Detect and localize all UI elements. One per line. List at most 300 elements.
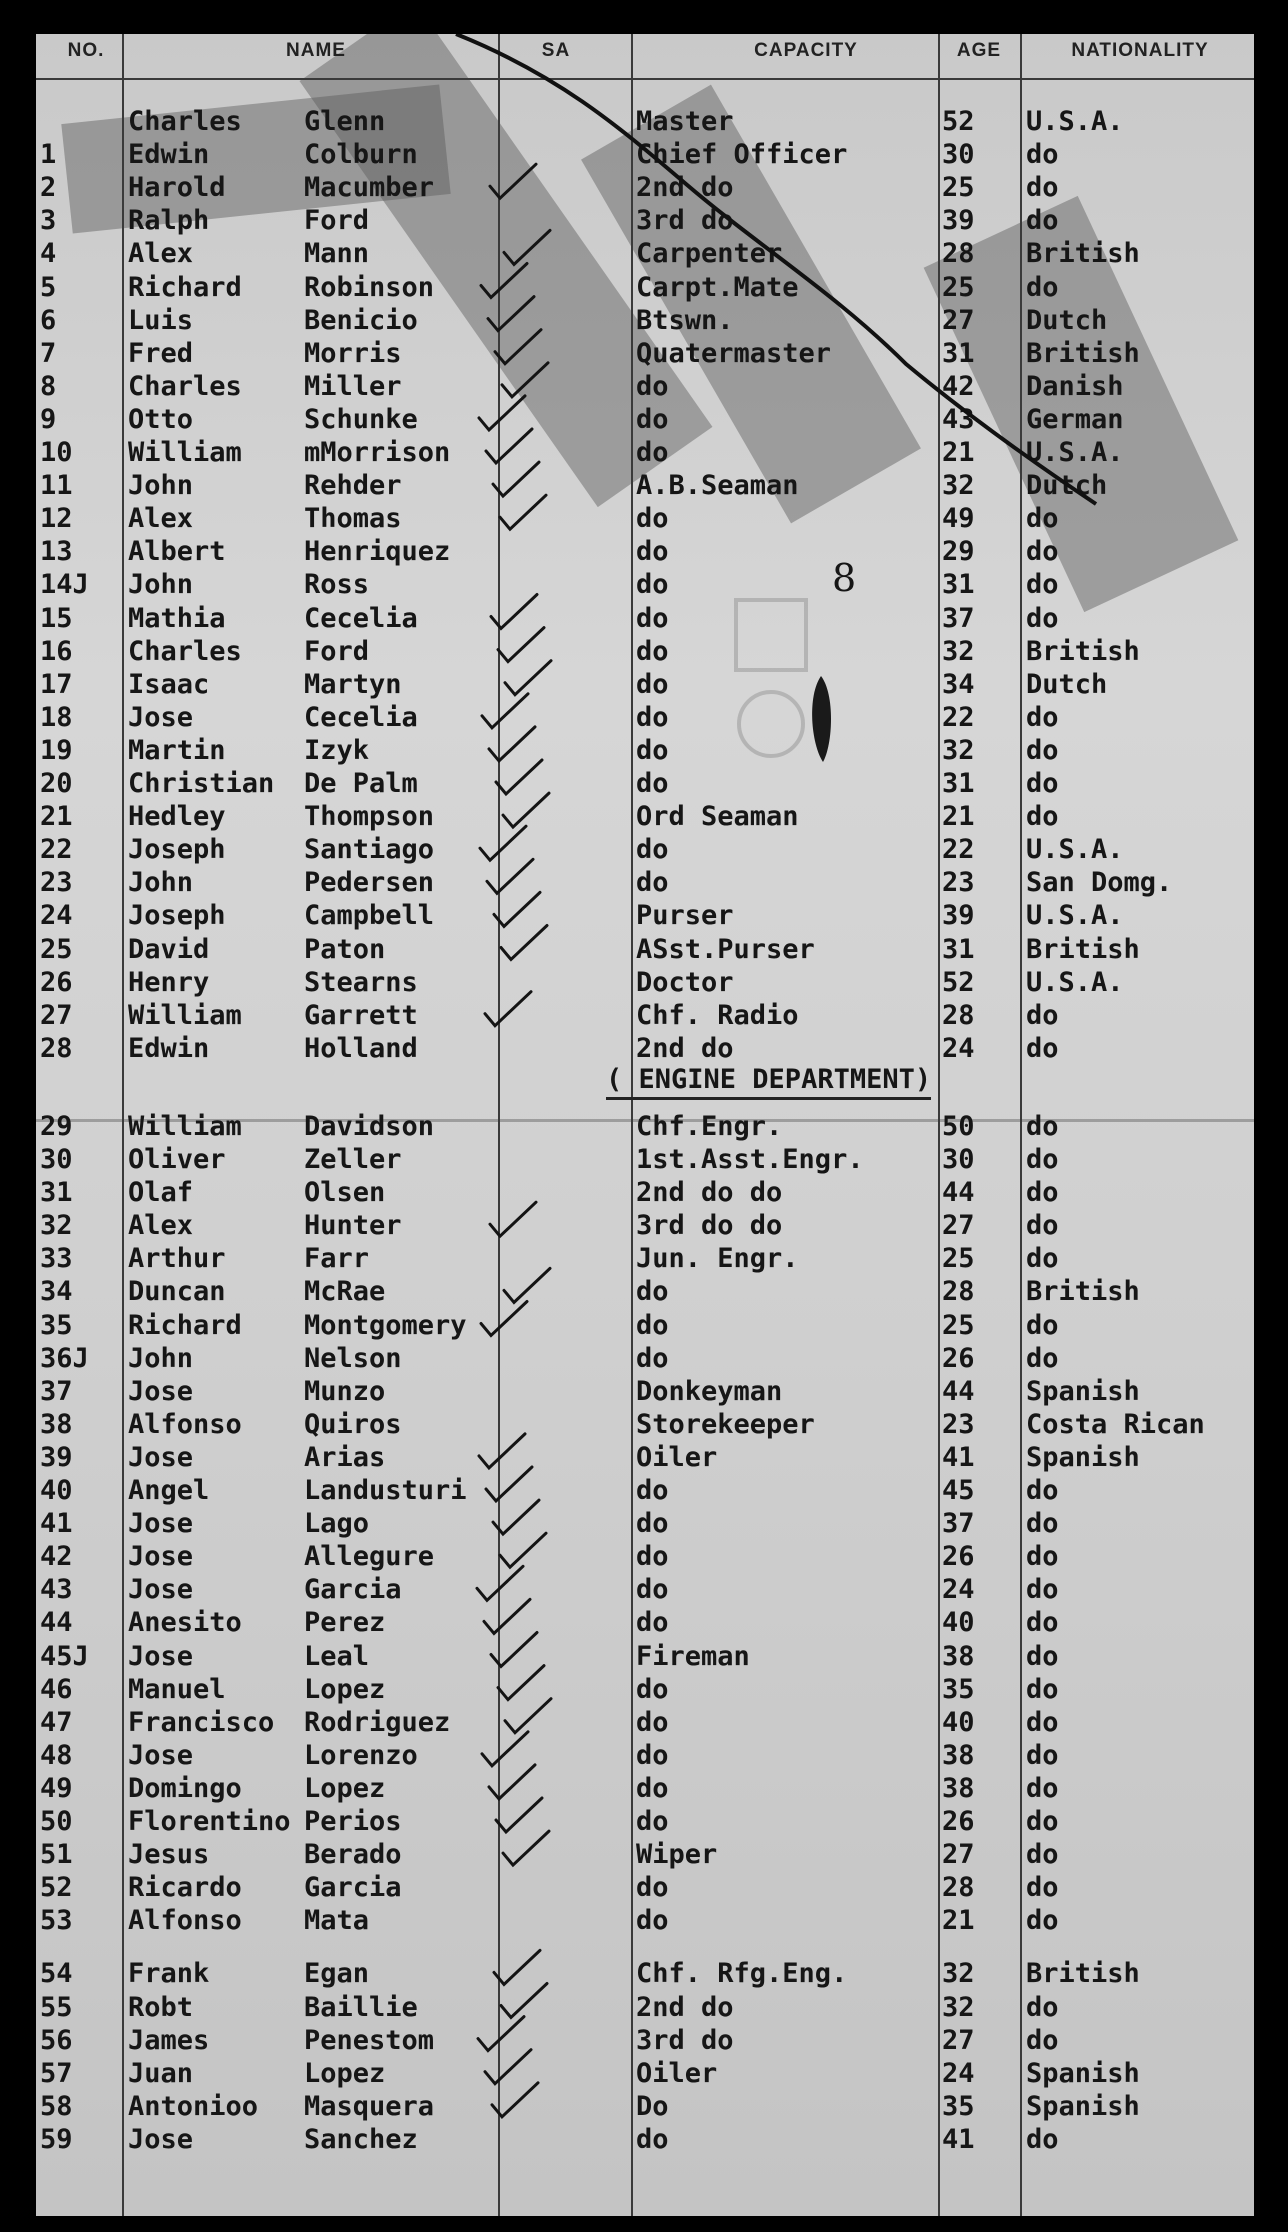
- cell-capacity: do: [636, 834, 669, 866]
- cell-first: William: [128, 1110, 242, 1142]
- cell-nationality: British: [1026, 238, 1140, 270]
- cell-first: James: [128, 2024, 210, 2056]
- check-mark: [485, 992, 531, 1026]
- cell-no: 35: [40, 1309, 73, 1341]
- cell-capacity: do: [636, 1342, 669, 1374]
- cell-capacity: A.B.Seaman: [636, 470, 799, 502]
- cell-last: Glenn: [304, 106, 386, 137]
- cell-last: Santiago: [304, 834, 435, 866]
- cell-nationality: do: [1026, 1309, 1059, 1341]
- cell-first: Manuel: [128, 1673, 226, 1705]
- cell-age: 26: [942, 1541, 975, 1573]
- check-mark: [491, 595, 537, 629]
- cell-last: Perios: [304, 1806, 402, 1837]
- cell-last: Miller: [304, 370, 402, 402]
- cell-capacity: 3rd do: [636, 2024, 734, 2056]
- cell-first: Francisco: [128, 1706, 275, 1738]
- cell-capacity: do: [636, 1508, 669, 1540]
- cell-last: Montgomery: [304, 1309, 467, 1341]
- cell-nationality: do: [1026, 1607, 1059, 1639]
- check-mark: [503, 793, 549, 827]
- cell-last: Davidson: [304, 1110, 435, 1142]
- cell-nationality: do: [1026, 139, 1059, 171]
- cell-no: 54: [40, 1958, 73, 1990]
- cell-first: Richard: [128, 1309, 242, 1341]
- cell-nationality: do: [1026, 1872, 1059, 1904]
- cell-age: 39: [942, 205, 975, 237]
- cell-last: Cecelia: [304, 701, 418, 733]
- cell-age: 41: [942, 2123, 975, 2155]
- cell-no: 58: [40, 2090, 73, 2122]
- cell-age: 34: [942, 668, 975, 700]
- cell-first: Alex: [128, 238, 194, 270]
- cell-first: Hedley: [128, 801, 226, 833]
- check-mark: [500, 1533, 546, 1567]
- check-marks-layer: [36, 34, 1254, 2216]
- cell-capacity: do: [636, 602, 669, 634]
- cell-capacity: Carpenter: [636, 238, 783, 270]
- cell-first: Joseph: [128, 834, 226, 866]
- cell-last: McRae: [304, 1276, 386, 1308]
- cell-no: 37: [40, 1375, 73, 1407]
- cell-capacity: Carpt.Mate: [636, 271, 799, 303]
- cell-nationality: do: [1026, 1905, 1059, 1937]
- cell-no: 34: [40, 1276, 73, 1308]
- cell-nationality: do: [1026, 1177, 1059, 1209]
- cell-no: 30: [40, 1144, 73, 1175]
- cell-nationality: British: [1026, 337, 1140, 369]
- cell-capacity: 2nd do: [636, 1991, 734, 2023]
- header-sa: SA: [541, 40, 571, 61]
- cell-last: Mata: [304, 1905, 370, 1937]
- cell-age: 32: [942, 470, 975, 502]
- cell-capacity: 3rd do: [636, 205, 734, 237]
- cell-first: Otto: [128, 403, 194, 435]
- cell-last: Ross: [304, 569, 370, 601]
- cell-last: Cecelia: [304, 602, 418, 634]
- cell-last: Rehder: [304, 470, 402, 502]
- cell-first: John: [128, 1342, 194, 1374]
- cell-no: 40: [40, 1475, 73, 1506]
- cell-age: 26: [942, 1342, 975, 1374]
- cell-nationality: British: [1026, 933, 1140, 965]
- cell-last: Penestom: [304, 2024, 435, 2056]
- cell-no: 12: [40, 503, 73, 535]
- cell-last: Martyn: [304, 668, 402, 700]
- cell-age: 38: [942, 1739, 975, 1771]
- cell-no: 15: [40, 602, 73, 634]
- cell-first: John: [128, 569, 194, 601]
- cell-first: Edwin: [128, 1032, 210, 1064]
- cell-no: 45J: [40, 1640, 89, 1672]
- cell-capacity: Doctor: [636, 966, 734, 998]
- cell-first: Angel: [128, 1475, 210, 1506]
- cell-nationality: do: [1026, 172, 1059, 204]
- cell-age: 22: [942, 701, 975, 733]
- cell-no: 24: [40, 900, 73, 932]
- cell-no: 53: [40, 1905, 73, 1937]
- cell-capacity: do: [636, 701, 669, 733]
- cell-capacity: do: [636, 1673, 669, 1705]
- cell-age: 25: [942, 1243, 975, 1275]
- cell-no: 19: [40, 734, 73, 766]
- cell-no: 48: [40, 1739, 73, 1771]
- cell-first: David: [128, 933, 210, 965]
- cell-last: Garcia: [304, 1872, 402, 1904]
- cell-age: 24: [942, 1032, 975, 1064]
- cell-last: Landusturi: [304, 1475, 467, 1506]
- cell-no: 7: [40, 337, 57, 369]
- cell-nationality: Spanish: [1026, 2090, 1140, 2122]
- check-mark: [505, 661, 551, 695]
- cell-last: Masquera: [304, 2090, 435, 2122]
- cell-last: Lopez: [304, 1673, 386, 1705]
- check-mark: [491, 1633, 537, 1667]
- check-mark: [492, 2083, 538, 2117]
- cell-nationality: do: [1026, 1673, 1059, 1705]
- cell-nationality: do: [1026, 768, 1059, 799]
- cell-last: De Palm: [304, 768, 418, 799]
- cell-first: Joseph: [128, 900, 226, 932]
- cell-nationality: do: [1026, 1772, 1059, 1804]
- cell-last: Zeller: [304, 1144, 402, 1175]
- cell-first: Robt: [128, 1991, 194, 2023]
- cell-last: Baillie: [304, 1991, 418, 2023]
- cell-capacity: Fireman: [636, 1640, 750, 1672]
- cell-capacity: do: [636, 403, 669, 435]
- cell-nationality: do: [1026, 701, 1059, 733]
- cell-nationality: do: [1026, 602, 1059, 634]
- cell-last: Thomas: [304, 503, 402, 535]
- cell-age: 50: [942, 1110, 975, 1142]
- cell-age: 32: [942, 734, 975, 766]
- cell-last: Sanchez: [304, 2123, 418, 2155]
- cell-capacity: Chf. Rfg.Eng.: [636, 1958, 848, 1990]
- cell-nationality: do: [1026, 1144, 1059, 1175]
- cell-capacity: Oiler: [636, 1441, 718, 1473]
- cell-no: 56: [40, 2024, 73, 2056]
- cell-age: 43: [942, 403, 975, 435]
- cell-nationality: do: [1026, 1475, 1059, 1506]
- cell-capacity: do: [636, 734, 669, 766]
- cell-capacity: 2nd do: [636, 172, 734, 204]
- cell-capacity: Chief Officer: [636, 139, 848, 171]
- cell-no: 13: [40, 536, 73, 568]
- cell-capacity: Ord Seaman: [636, 801, 799, 833]
- cell-age: 32: [942, 635, 975, 667]
- cell-capacity: Oiler: [636, 2057, 718, 2089]
- cell-age: 35: [942, 2090, 975, 2122]
- cell-last: Morris: [304, 337, 402, 369]
- cell-nationality: do: [1026, 1210, 1059, 1242]
- handwritten-number: 8: [832, 556, 857, 600]
- cell-last: Ford: [304, 205, 370, 237]
- cell-last: Munzo: [304, 1375, 386, 1407]
- cell-nationality: Spanish: [1026, 1375, 1140, 1407]
- cell-first: Jose: [128, 1574, 194, 1606]
- check-mark: [500, 495, 546, 529]
- cell-no: 32: [40, 1210, 73, 1242]
- check-mark: [482, 694, 528, 728]
- cell-age: 32: [942, 1958, 975, 1990]
- cell-no: 25: [40, 933, 73, 965]
- cell-capacity: do: [636, 1276, 669, 1308]
- cell-age: 24: [942, 1574, 975, 1606]
- cell-capacity: ASst.Purser: [636, 933, 815, 965]
- header-age: AGE: [956, 40, 1002, 61]
- cell-last: Perez: [304, 1607, 386, 1639]
- cell-first: Isaac: [128, 668, 210, 700]
- cell-nationality: U.S.A.: [1026, 437, 1124, 468]
- cell-no: 2: [40, 172, 57, 204]
- cell-nationality: do: [1026, 1839, 1059, 1871]
- check-mark: [494, 1950, 540, 1984]
- check-mark: [498, 1666, 544, 1700]
- cell-nationality: Danish: [1026, 370, 1124, 402]
- cell-first: Mathia: [128, 602, 226, 634]
- cell-first: Jose: [128, 701, 194, 733]
- cell-age: 31: [942, 337, 975, 369]
- cell-first: Harold: [128, 172, 226, 204]
- cell-last: Benicio: [304, 304, 418, 336]
- cell-nationality: do: [1026, 1806, 1059, 1837]
- cell-no: 10: [40, 437, 73, 468]
- cell-no: 50: [40, 1806, 73, 1837]
- cell-capacity: do: [636, 635, 669, 667]
- check-mark: [490, 1202, 536, 1236]
- cell-last: Berado: [304, 1839, 402, 1871]
- cell-first: Olaf: [128, 1177, 194, 1209]
- cell-first: Jose: [128, 1441, 194, 1473]
- cell-capacity: do: [636, 1772, 669, 1804]
- cell-no: 46: [40, 1673, 73, 1705]
- check-mark: [503, 1831, 549, 1865]
- cell-no: 8: [40, 370, 57, 402]
- cell-capacity: Quatermaster: [636, 337, 832, 369]
- cell-age: 23: [942, 1408, 975, 1440]
- cell-capacity: 3rd do do: [636, 1210, 783, 1242]
- cell-first: William: [128, 437, 242, 468]
- cell-age: 21: [942, 437, 975, 468]
- cell-first: Antonioo: [128, 2090, 259, 2122]
- cell-first: Richard: [128, 271, 242, 303]
- cell-nationality: do: [1026, 536, 1059, 568]
- cell-nationality: British: [1026, 635, 1140, 667]
- cell-no: 31: [40, 1177, 73, 1209]
- cell-no: 21: [40, 801, 73, 833]
- cell-age: 25: [942, 271, 975, 303]
- cell-nationality: British: [1026, 1958, 1140, 1990]
- cell-first: Anesito: [128, 1607, 242, 1639]
- cell-first: Jose: [128, 1508, 194, 1540]
- check-mark: [501, 1984, 547, 2018]
- cell-no: 18: [40, 701, 73, 733]
- cell-last: Pedersen: [304, 867, 435, 899]
- cell-nationality: do: [1026, 734, 1059, 766]
- cell-no: 28: [40, 1032, 73, 1064]
- cell-nationality: do: [1026, 1243, 1059, 1275]
- cell-no: 22: [40, 834, 73, 866]
- cell-no: 33: [40, 1243, 73, 1275]
- cell-capacity: do: [636, 1309, 669, 1341]
- cell-capacity: do: [636, 1739, 669, 1771]
- cell-last: Farr: [304, 1243, 370, 1275]
- cell-capacity: do: [636, 503, 669, 535]
- cell-age: 24: [942, 2057, 975, 2089]
- cell-age: 44: [942, 1177, 975, 1209]
- check-mark: [496, 760, 542, 794]
- cell-age: 38: [942, 1640, 975, 1672]
- check-mark: [489, 727, 535, 761]
- cell-first: Frank: [128, 1958, 210, 1990]
- cell-nationality: Dutch: [1026, 470, 1108, 502]
- cell-capacity: Wiper: [636, 1839, 718, 1871]
- cell-age: 28: [942, 1872, 975, 1904]
- cell-no: 41: [40, 1508, 73, 1540]
- check-mark: [481, 1302, 527, 1336]
- cell-capacity: 2nd do: [636, 1032, 734, 1064]
- cell-nationality: do: [1026, 1640, 1059, 1672]
- cell-first: Charles: [128, 370, 242, 402]
- cell-first: Jose: [128, 1739, 194, 1771]
- cell-age: 37: [942, 1508, 975, 1540]
- cell-age: 28: [942, 1276, 975, 1308]
- cell-capacity: Jun. Engr.: [636, 1243, 799, 1275]
- cell-no: 23: [40, 867, 73, 899]
- cell-first: Fred: [128, 337, 194, 369]
- cell-age: 25: [942, 1309, 975, 1341]
- cell-age: 29: [942, 536, 975, 568]
- cell-first: Christian: [128, 768, 275, 799]
- cell-nationality: do: [1026, 1574, 1059, 1606]
- cell-last: Izyk: [304, 734, 370, 766]
- cell-no: 57: [40, 2057, 73, 2089]
- cell-nationality: San Domg.: [1026, 867, 1173, 899]
- cell-first: William: [128, 999, 242, 1031]
- cell-nationality: German: [1026, 403, 1124, 435]
- cell-first: Edwin: [128, 139, 210, 171]
- check-mark: [490, 164, 536, 198]
- cell-last: Paton: [304, 933, 386, 965]
- cell-no: 26: [40, 966, 73, 998]
- check-mark: [477, 1566, 523, 1600]
- check-mark: [481, 264, 527, 298]
- cell-age: 39: [942, 900, 975, 932]
- cell-nationality: British: [1026, 1276, 1140, 1308]
- cell-capacity: Purser: [636, 900, 734, 932]
- check-mark: [498, 628, 544, 662]
- cell-first: Alex: [128, 1210, 194, 1242]
- cell-no: 55: [40, 1991, 73, 2023]
- cell-no: 4: [40, 238, 57, 270]
- cell-first: Arthur: [128, 1243, 226, 1275]
- cell-capacity: do: [636, 1574, 669, 1606]
- cell-no: 20: [40, 768, 73, 799]
- cell-no: 5: [40, 271, 57, 303]
- cell-age: 40: [942, 1706, 975, 1738]
- cell-last: Allegure: [304, 1541, 435, 1573]
- cell-age: 27: [942, 304, 975, 336]
- check-mark: [478, 2017, 524, 2051]
- cell-capacity: Btswn.: [636, 304, 734, 336]
- cell-age: 31: [942, 933, 975, 965]
- cell-no: 51: [40, 1839, 73, 1871]
- cell-first: Alfonso: [128, 1408, 242, 1440]
- cell-no: 9: [40, 403, 57, 435]
- check-mark: [501, 926, 547, 960]
- cell-nationality: do: [1026, 1032, 1059, 1064]
- cell-last: Colburn: [304, 139, 418, 171]
- check-mark: [479, 1434, 525, 1468]
- cell-nationality: do: [1026, 1342, 1059, 1374]
- cell-capacity: do: [636, 1872, 669, 1904]
- cell-first: Juan: [128, 2057, 194, 2089]
- cell-age: 30: [942, 139, 975, 171]
- cell-last: Ford: [304, 635, 370, 667]
- cell-first: Jose: [128, 1375, 194, 1407]
- crew-list-sheet: [36, 34, 1254, 2216]
- check-mark: [485, 2050, 531, 2084]
- cell-no: 14J: [40, 569, 89, 601]
- cell-first: John: [128, 867, 194, 899]
- cell-age: 42: [942, 370, 975, 402]
- cell-no: 42: [40, 1541, 73, 1573]
- cell-age: 31: [942, 569, 975, 601]
- check-mark: [494, 892, 540, 926]
- cell-age: 52: [942, 106, 975, 137]
- check-mark: [482, 1732, 528, 1766]
- cell-last: Schunke: [304, 403, 418, 435]
- cell-last: Lopez: [304, 1772, 386, 1804]
- cell-last: Olsen: [304, 1177, 386, 1209]
- cell-age: 41: [942, 1441, 975, 1473]
- cell-last: Henriquez: [304, 536, 451, 568]
- cell-no: 38: [40, 1408, 73, 1440]
- cell-capacity: do: [636, 569, 669, 601]
- cell-first: Florentino: [128, 1806, 291, 1837]
- cell-no: 27: [40, 999, 73, 1031]
- cell-last: Quiros: [304, 1408, 402, 1440]
- cell-age: 37: [942, 602, 975, 634]
- cell-age: 28: [942, 238, 975, 270]
- cell-nationality: do: [1026, 1541, 1059, 1573]
- cell-no: 6: [40, 304, 57, 336]
- cell-last: Macumber: [304, 172, 435, 204]
- cell-nationality: Dutch: [1026, 304, 1108, 336]
- cell-nationality: do: [1026, 1110, 1059, 1142]
- cell-last: Stearns: [304, 966, 418, 998]
- cell-no: 17: [40, 668, 73, 700]
- cell-capacity: Do: [636, 2090, 669, 2122]
- cell-capacity: Chf.Engr.: [636, 1110, 783, 1142]
- cell-capacity: do: [636, 1806, 669, 1837]
- cell-nationality: do: [1026, 1991, 1059, 2023]
- cell-nationality: do: [1026, 801, 1059, 833]
- cell-capacity: Storekeeper: [636, 1408, 815, 1440]
- cell-age: 25: [942, 172, 975, 204]
- check-mark: [493, 1500, 539, 1534]
- cell-last: Robinson: [304, 271, 435, 303]
- cell-last: Campbell: [304, 900, 435, 932]
- header-name: NAME: [286, 40, 346, 61]
- cell-nationality: U.S.A.: [1026, 834, 1124, 866]
- cell-nationality: do: [1026, 205, 1059, 237]
- tear-line: [456, 34, 1096, 504]
- check-mark: [479, 396, 525, 430]
- check-mark: [487, 859, 533, 893]
- check-mark: [480, 826, 526, 860]
- cell-first: Luis: [128, 304, 194, 336]
